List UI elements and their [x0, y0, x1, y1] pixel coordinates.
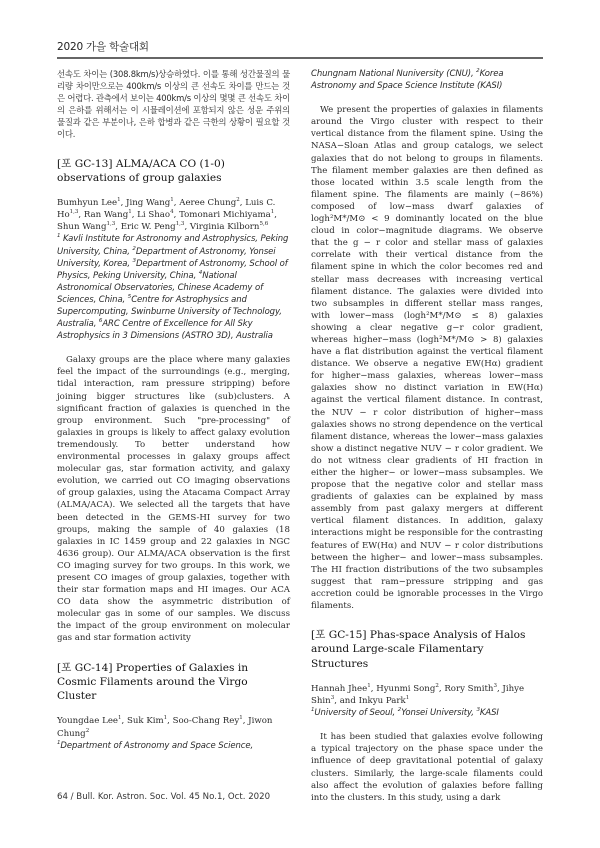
gc14-authors: Youngdae Lee$^1$, Suk Kim$^1$, Soo-Chang Rey$^1$, Jiwon Chung$^2$ — [57, 715, 273, 739]
page-footer-citation: 64 / Bull. Kor. Astron. Soc. Vol. 45 No.1, Oct. 2020 — [57, 792, 271, 802]
gc15-authors: Hannah Jhee$^1$, Hyunmi Song$^2$, Rory Smith$^3$, Jihye Shin$^3$, and Inkyu Park$^1$ — [311, 683, 525, 707]
left-column — [57, 68, 290, 752]
gc15-title: [포 GC-15] Phas-space Analysis of Halos around Large-scale Filamentary Structures — [311, 629, 526, 670]
gc13-authors: Bumhyun Lee$^1$, Jing Wang$^1$, Aeree Chung$^2$, Luis C. Ho$^{1,3}$, Ran Wang$^1$, Li Shao$^4$, Tomonari Michiyama$^1$, Shun Wang$^{1,3}$, Eric W. Peng$^{1,3}$, Virginia Kilborn$^{5,6}$ — [57, 197, 277, 233]
gc15-abstract-start: It has been studied that galaxies evolve following a typical trajectory on the phase space under the influence of deep gravitational potential of galaxy clusters. Similarly, the large-scale filaments could also affect the evolution of galaxies before falling into the clusters. In this study, using a dark — [311, 732, 543, 803]
header-rule — [57, 57, 543, 59]
gc14-title: [포 GC-14] Properties of Galaxies in Cosmic Filaments around the Virgo Cluster — [57, 661, 249, 703]
running-header: 2020 가을 학술대회 — [57, 41, 149, 53]
gc14-affiliation-start: $^1$Department of Astronomy and Space Science, — [57, 739, 254, 751]
gc13-title: [포 GC-13] ALMA/ACA CO (1-0) observations of group galaxies — [57, 157, 225, 184]
right-column — [311, 68, 543, 804]
gc13-affiliations: $^1$ Kavli Institute for Astronomy and Astrophysics, Peking University, China, $^2$Department of Astronomy, Yonsei University, Korea, $^3$Department of Astronomy, School of Physics, Peking University, China, $^4$National Astronomical Observatories, Chinese Academy of Sciences, China, $^5$Centre for Astrophysics and Supercomputing, Swinburne University of Technology, Australia, $^6$ARC Centre of Excellence for All Sky Astrophysics in 3 Dimensions (ASTRO 3D), Australia — [57, 233, 289, 342]
gc14-affiliation-cont: Chungnam National Nuniversity (CNU), $^2$Korea Astronomy and Space Science Institute (KASI) — [311, 68, 504, 92]
gc14-abstract: We present the properties of galaxies in filaments around the Virgo cluster with respect to their vertical distance from the filament spine. Using the NASA−Sloan Atlas and group catalogs, we select galaxies that do not belong to groups in filaments. The filament member galaxies are then defined as those located within 3.5 scale length from the filament spine. The filaments are mainly (~86%) composed of low−mass dwarf galaxies of logh²M*/M⊙ < 9 dominantly located on the blue cloud in color−magnitude diagrams. We observe that the g − r color and stellar mass of galaxies correlate with their vertical distance from the filament spine in which the color becomes red and stellar mass decreases with increasing vertical filament distance. The galaxies were divided into two subsamples in different stellar mass ranges, with lower−mass (logh²M*/M⊙ ≤ 8) galaxies showing a clear negative g−r color gradient, whereas higher−mass (logh²M*/M⊙ > 8) galaxies have a flat distribution against the vertical filament distance. We observe a negative EW(Hα) gradient for higher−mass galaxies, whereas lower−mass galaxies show no distinct variation in EW(Hα) against the vertical filament distance. In contrast, the NUV − r color distribution of higher−mass galaxies shows no strong dependence on the vertical filament distance, whereas the lower−mass galaxies show a distinct negative NUV − r color gradient. We do not witness clear gradients of HI fraction in either the higher− or lower−mass subsamples. We propose that the negative color and stellar mass gradients of galaxies can be explained by mass assembly from past galaxy mergers at different vertical filament distances. In addition, galaxy interactions might be responsible for the contrasting features of EW(Hα) and NUV − r color distributions between the higher− and lower−mass subsamples. The HI fraction distributions of the two subsamples suggest that ram−pressure stripping and gas accretion could be ignorable processes in the Virgo filaments. — [311, 105, 543, 612]
gc15-affiliations: $^1$University of Seoul, $^2$Yonsei University, $^3$KASI — [311, 707, 499, 719]
gc13-abstract: Galaxy groups are the place where many galaxies feel the impact of the surroundings (e.g., merging, tidal interaction, ram pressure stripping) before joining bigger structures like (sub)clusters. A significant fraction of galaxies is quenched in the group environment. Such "pre-processing" of galaxies in groups is likely to affect galaxy evolution tremendously. To better understand how environmental processes in galaxy groups affect molecular gas, star formation activity, and galaxy evolution, we carried out CO imaging observations of group galaxies, using the Atacama Compact Array (ALMA/ACA). We selected all the targets that have been detected in the GEMS-HI survey for two groups, making the sample of 40 galaxies (18 galaxies in IC 1459 group and 22 galaxies in NGC 4636 group). Our ALMA/ACA observation is the first CO imaging survey for two groups. In this work, we present CO images of group galaxies, together with their star formation maps and HI images. Our ACA CO data show the asymmetric distribution of molecular gas in some of our samples. We discuss the impact of the group environment on molecular gas and star formation activity — [57, 355, 290, 644]
continued-korean-paragraph: 선속도 차이는 (308.8km/s)상승하였다. 이를 통해 성간물질의 물리량 차이만으로는 400km/s 이상의 큰 선속도 차이를 만드는 것은 어렵다. 관측에서 보이는 400km/s 이상의 몇몇 큰 선속도 차이의 은하를 위해서는 이 시뮬레이션에 포함되지 않은 성운 주위의 물질과 같은 부분이나, 은하 합병과 같은 극한의 상황이 필요할 것이다. — [57, 69, 290, 140]
